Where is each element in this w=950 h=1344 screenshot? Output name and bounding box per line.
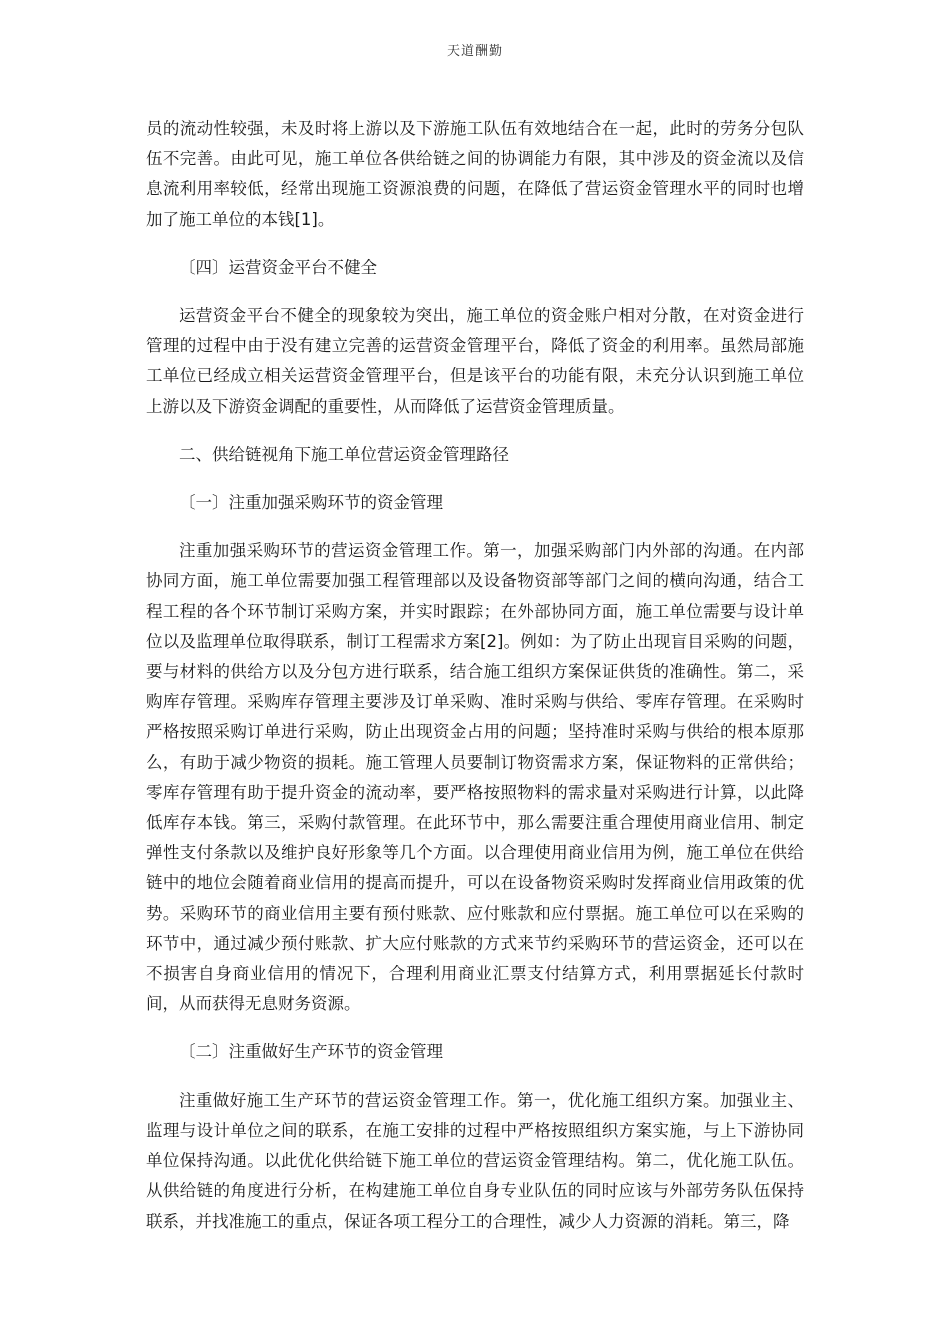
paragraph-production: 注重做好施工生产环节的营运资金管理工作。第一，优化施工组织方案。加强业主、监理与设计单位之间的联系，在施工安排的过程中严格按照组织方案实施，与上下游协同单位保持沟通。以此优化供给链下施工单位的营运资金管理结构。第二，优化施工队伍。从供给链的角度进行分析，在构建施工单位自身专业队伍的同时应该与外部劳务队伍保持联系，并找准施工的重点，保证各项工程分工的合理性，减少人力资源的消耗。第三，降 — [146, 1090, 804, 1231]
paragraph-continued: 员的流动性较强，未及时将上游以及下游施工队伍有效地结合在一起，此时的劳务分包队伍不完善。由此可见，施工单位各供给链之间的协调能力有限，其中涉及的资金流以及信息流利用率较低，经常出现施工资源浪费的问题，在降低了营运资金管理水平的同时也增加了施工单位的本钱[1]。 — [146, 119, 804, 229]
section-heading-4: 〔四〕运营资金平台不健全 — [179, 257, 377, 277]
document-body — [146, 114, 804, 1237]
paragraph-platform: 运营资金平台不健全的现象较为突出，施工单位的资金账户相对分散，在对资金进行管理的过程中由于没有建立完善的运营资金管理平台，降低了资金的利用率。虽然局部施工单位已经成立相关运营资金管理平台，但是该平台的功能有限，未充分认识到施工单位上游以及下游资金调配的重要性，从而降低了运营资金管理质量。 — [146, 306, 804, 416]
chapter-heading-2: 二、供给链视角下施工单位营运资金管理路径 — [179, 444, 509, 464]
page-header: 天道酬勤 — [446, 44, 503, 59]
section-heading-1: 〔一〕注重加强采购环节的资金管理 — [179, 493, 443, 513]
section-heading-2: 〔二〕注重做好生产环节的资金管理 — [179, 1042, 443, 1062]
paragraph-procurement: 注重加强采购环节的营运资金管理工作。第一，加强采购部门内外部的沟通。在内部协同方面，施工单位需要加强工程管理部以及设备物资部等部门之间的横向沟通，结合工程工程的各个环节制订采购方案，并实时跟踪；在外部协同方面，施工单位需要与设计单位以及监理单位取得联系，制订工程需求方案[2]。例如：为了防止出现盲目采购的问题，要与材料的供给方以及分包方进行联系，结合施工组织方案保证供货的准确性。第二，采购库存管理。采购库存管理主要涉及订单采购、准时采购与供给、零库存管理。在采购时严格按照采购订单进行采购，防止出现资金占用的问题；坚持准时采购与供给的根本原那么，有助于减少物资的损耗。施工管理人员要制订物资需求方案，保证物料的正常供给；零库存管理有助于提升资金的流动率，要严格按照物料的需求量对采购进行计算，以此降低库存本钱。第三，采购付款管理。在此环节中，那么需要注重合理使用商业信用、制定弹性支付条款以及维护良好形象等几个方面。以合理使用商业信用为例，施工单位在供给链中的地位会随着商业信用的提高而提升，可以在设备物资采购时发挥商业信用政策的优势。采购环节的商业信用主要有预付账款、应付账款和应付票据。施工单位可以在采购的环节中，通过减少预付账款、扩大应付账款的方式来节约采购环节的营运资金，还可以在不损害自身商业信用的情况下，合理利用商业汇票支付结算方式，利用票据延长付款时间，从而获得无息财务资源。 — [146, 541, 804, 1014]
